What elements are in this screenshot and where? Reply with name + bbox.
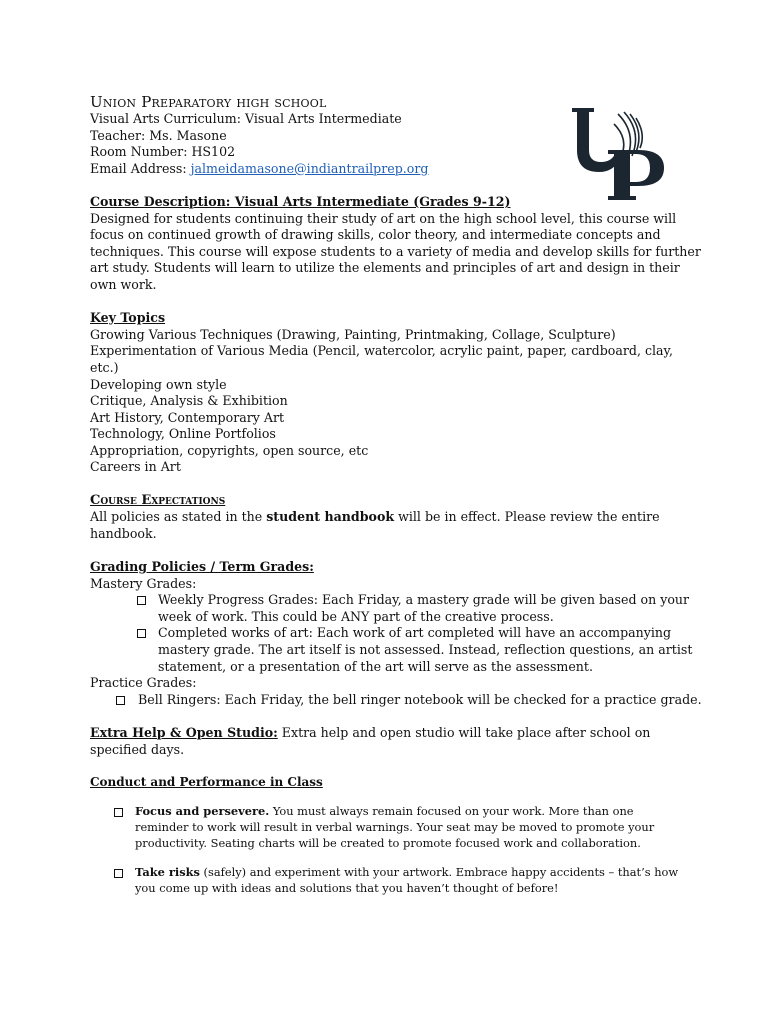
key-topics-heading: Key Topics	[90, 310, 166, 326]
conduct-item-line: you come up with ideas and solutions that you haven’t thought of before!	[135, 880, 559, 895]
extra-help-heading: Extra Help & Open Studio:	[90, 724, 278, 740]
checkbox-icon	[116, 696, 125, 705]
topic-item: Technology, Online Portfolios	[90, 426, 276, 442]
mastery-item	[90, 625, 693, 675]
conduct-item-line: reminder to work will result in verbal warnings. Your seat may be moved to promote your	[135, 819, 655, 834]
practice-label: Practice Grades:	[90, 675, 197, 691]
room-line: Room Number: HS102	[90, 144, 236, 160]
course-description	[90, 210, 701, 294]
course-description-heading: Course Description: Visual Arts Intermediate (Grades 9-12)	[90, 193, 511, 209]
svg-text:UP: UP	[568, 104, 570, 105]
conduct-item-line	[135, 804, 680, 820]
curriculum-line: Visual Arts Curriculum: Visual Arts Intermediate	[90, 111, 402, 126]
description-line: focus on continued growth of drawing skills, color theory, and intermediate concepts and	[90, 227, 661, 243]
conduct-item-line: productivity. Seating charts will be created to promote focused work and collaboration.	[135, 835, 641, 850]
description-line: Designed for students continuing their study of art on the high school level, this course will	[90, 210, 677, 226]
mastery-item-line: Completed works of art: Each work of art completed will have an accompanying	[158, 625, 672, 641]
topic-item: Growing Various Techniques (Drawing, Painting, Printmaking, Collage, Sculpture)	[90, 326, 616, 342]
conduct-item-line	[135, 865, 680, 881]
conduct-item-text: (safely) and experiment with your artwork. Embrace happy accidents – that’s how	[199, 865, 679, 880]
extra-help-text: Extra help and open studio will take place after school on	[277, 724, 651, 740]
extra-help-line2: specified days.	[90, 741, 185, 757]
topic-item: Critique, Analysis & Exhibition	[90, 393, 288, 409]
checkbox-icon	[114, 808, 123, 817]
mastery-item-line: mastery grade. The art itself is not assessed. Instead, reflection questions, an artist	[158, 642, 693, 657]
course-expectations-heading: Course Expectations	[90, 492, 226, 508]
mastery-item-line: statement, or a presentation of the art will serve as the assessment.	[158, 658, 593, 674]
topic-item: etc.)	[90, 359, 119, 375]
expectations-text-part: All policies as stated in the	[90, 509, 267, 525]
email-link[interactable]: jalmeidamasone@indiantrailprep.org	[190, 160, 429, 176]
conduct-item	[90, 865, 680, 896]
topic-item: Developing own style	[90, 376, 227, 392]
student-handbook-bold: student handbook	[266, 509, 395, 525]
document-body	[90, 93, 702, 896]
topic-item: Experimentation of Various Media (Pencil, watercolor, acrylic paint, paper, cardboard, clay,	[90, 343, 674, 359]
key-topics-list	[90, 327, 680, 476]
practice-item-line: Bell Ringers: Each Friday, the bell ringer notebook will be checked for a practice grade.	[138, 691, 702, 707]
topic-item: Art History, Contemporary Art	[90, 409, 285, 425]
extra-help-line	[90, 725, 680, 742]
practice-item	[90, 691, 702, 709]
checkbox-icon	[137, 596, 146, 605]
conduct-item-text: You must always remain focused on your work. More than one	[269, 804, 634, 819]
conduct-heading: Conduct and Performance in Class	[90, 774, 323, 789]
expectations-text-part: will be in effect. Please review the entire	[394, 509, 660, 525]
school-name: Union Preparatory high school	[90, 93, 327, 111]
email-line	[90, 161, 680, 178]
mastery-item-line: Weekly Progress Grades: Each Friday, a mastery grade will be given based on your	[158, 592, 690, 608]
conduct-item-bold: Take risks	[135, 865, 200, 880]
description-line: own work.	[90, 276, 157, 292]
mastery-item-line: week of work. This could be ANY part of the creative process.	[158, 608, 554, 624]
description-line: art study. Students will learn to utilize the elements and principles of art and design in their	[90, 260, 680, 276]
mastery-label: Mastery Grades:	[90, 575, 197, 591]
email-label: Email Address:	[90, 160, 191, 176]
mastery-item	[90, 592, 690, 625]
expectations-text	[90, 509, 680, 526]
expectations-text-line2: handbook.	[90, 525, 157, 541]
grading-heading: Grading Policies / Term Grades:	[90, 559, 314, 575]
checkbox-icon	[114, 869, 123, 878]
topic-item: Appropriation, copyrights, open source, etc	[90, 442, 369, 458]
conduct-item-bold: Focus and persevere.	[135, 804, 270, 819]
topic-item: Careers in Art	[90, 459, 181, 475]
teacher-line: Teacher: Ms. Masone	[90, 127, 227, 143]
conduct-item	[90, 804, 680, 851]
checkbox-icon	[137, 629, 146, 638]
description-line: techniques. This course will expose students to a variety of media and develop skills for further	[90, 243, 701, 259]
